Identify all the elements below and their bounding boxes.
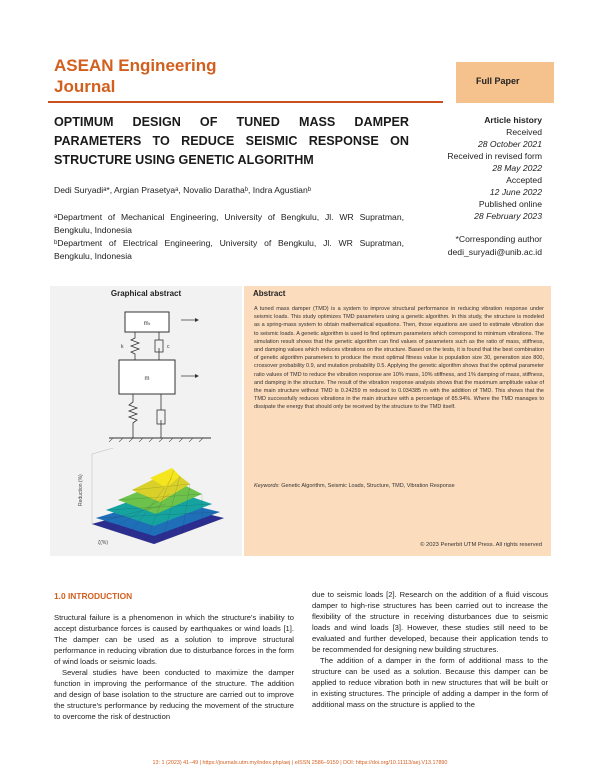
header-divider [48, 101, 443, 103]
history-heading: Article history [484, 115, 542, 125]
intro-paragraph-3: due to seismic loads [2]. Research on the addition of a fluid viscous damper to high-rise structures has been carried out to increase the flexibility of the structure in receiving disturbances due to seismic loads and wind loads [3]. However, these studies still need to be evaluated and further developed, because their application tends to be recommended for designing new building structures. [312, 590, 548, 654]
journal-title-line2: Journal [54, 77, 116, 96]
plot-xlabel: ζ(%) [98, 540, 108, 546]
abstract-title: Abstract [253, 289, 286, 298]
plot-ylabel: Reduction (%) [78, 474, 84, 506]
section-heading-introduction: 1.0 INTRODUCTION [54, 591, 133, 601]
structure-spring [129, 394, 137, 438]
damping-label: c [167, 344, 170, 350]
journal-title [54, 55, 224, 97]
keywords: Keywords: Genetic Algorithm, Seismic Loads, Structure, TMD, Vibration Response [254, 483, 455, 489]
paper-type-badge: Full Paper [456, 62, 554, 103]
article-title: OPTIMUM DESIGN OF TUNED MASS DAMPER PARAMETERS TO REDUCE SEISMIC RESPONSE ON STRUCTURE USING GENETIC ALGORITHM [54, 115, 409, 167]
left-column [54, 612, 294, 722]
corresponding-author [410, 233, 542, 258]
accepted-label: Accepted [506, 175, 542, 185]
online-label: Published online [478, 199, 542, 209]
graphical-abstract-title: Graphical abstract [110, 289, 182, 298]
affiliation-b: ᵇDepartment of Electrical Engineering, University of Bengkulu, Jl. WR Supratman, Bengkulu, Indonesia [54, 238, 404, 261]
intro-paragraph-2: Several studies have been conducted to maximize the damper function in improving the performance of the structure. The addition and design of base isolation to the structure are carried out to improve the structure's performance by reducing the movement of the structure to overcome the risk of destruction [54, 668, 294, 721]
ground-hatching [109, 438, 203, 442]
keywords-list: Genetic Algorithm, Seismic Loads, Structure, TMD, Vibration Response [281, 483, 455, 489]
reduction-surface-plot [62, 448, 232, 552]
intro-paragraph-4: The addition of a damper in the form of additional mass to the structure can be used as a solution. Because this damper can be applied to reduce vibration both in new structures that will be built or in existing structures. The principle of adding a damper in the form of additional mass on the structure is applied to the [312, 656, 548, 709]
keywords-label: Keywords [254, 483, 279, 489]
intro-paragraph-1: Structural failure is a phenomenon in which the structure's inability to accept disturbance forces is caused by earthquakes or wind loads [1]. The damper can be used as a solution to improve structural performance in reducing vibration due to disturbance forces in the form of wind loads or seismic loads. [54, 613, 294, 666]
main-mass-label: m [144, 376, 150, 382]
copyright-note: © 2023 Penerbit UTM Press. All rights reserved [420, 542, 542, 548]
tmd-spring [131, 332, 139, 360]
corresponding-label: *Corresponding author [455, 234, 542, 244]
stiffness-label: k [121, 344, 124, 350]
right-column [312, 589, 548, 710]
corresponding-email[interactable]: dedi_suryadi@unib.ac.id [447, 246, 542, 257]
abstract-text: A tuned mass damper (TMD) is a system to improve structural performance in reducing vibration response under seismic loads. This study optimizes TMD parameters using a genetic algorithm. In this study, the structure is modeled as a spring-mass system to obtain mathematical equations. Then, those equations are used to estimate vibration due to seismic loads. A genetic algorithm is used to find optimum parameters which correspond to minimum vibrations. The simulation result shows that the genetic algorithm can find values of parameters such as the ratio of mass, stiffness, and damping values which reduces vibrations on the structure. Based on the tests, it is found that the best combination of genetic algorithm parameters to produce the most optimal fitness value is population size 30, generation size 800, crossover probability 0.9, and mutation probability 0.5. Applying the genetic algorithm shows that the optimal parameter ratio values of TMD to reduce the vibration response are 10% mass, 10% stiffness, and 1% damping of mass, stiffness, and damping in the structure. The result of the vibration response analysis shows that the maximum amplitude value of the main structure without TMD is 0.24259 m reduced to 0.034385 m with the addition of TMD. This shows that the TMD successfully reduces vibrations in the main structure with a percentage of 85.94%. Where the TMD manages to dissipate the energy that should only be received by the structure to the TMD itself. [254, 306, 544, 411]
spring-mass-diagram [95, 302, 225, 442]
tmd-mass-label: mₜ [143, 321, 151, 327]
page-footer: 13: 1 (2023) 41–49 | https://journals.utm.my/index.php/aej | eISSN 2586–9159 | DOI: https://doi.org/10.11113/aej.V13.17890 [152, 760, 448, 766]
article-history [430, 114, 542, 222]
revised-label: Received in revised form [447, 151, 542, 161]
received-date: 28 October 2021 [477, 139, 542, 149]
received-label: Received [506, 127, 542, 137]
author-list: Dedi Suryadiᵃ*, Argian Prasetyaᵃ, Novalio Darathaᵇ, Indra Agustianᵇ [54, 185, 311, 195]
journal-title-line1: ASEAN Engineering [54, 56, 217, 75]
online-date: 28 February 2023 [474, 211, 542, 221]
affiliation-a: ᵃDepartment of Mechanical Engineering, University of Bengkulu, Jl. WR Supratman, Bengkulu, Indonesia [54, 212, 404, 235]
accepted-date: 12 June 2022 [489, 187, 542, 197]
revised-date: 28 May 2022 [492, 163, 542, 173]
